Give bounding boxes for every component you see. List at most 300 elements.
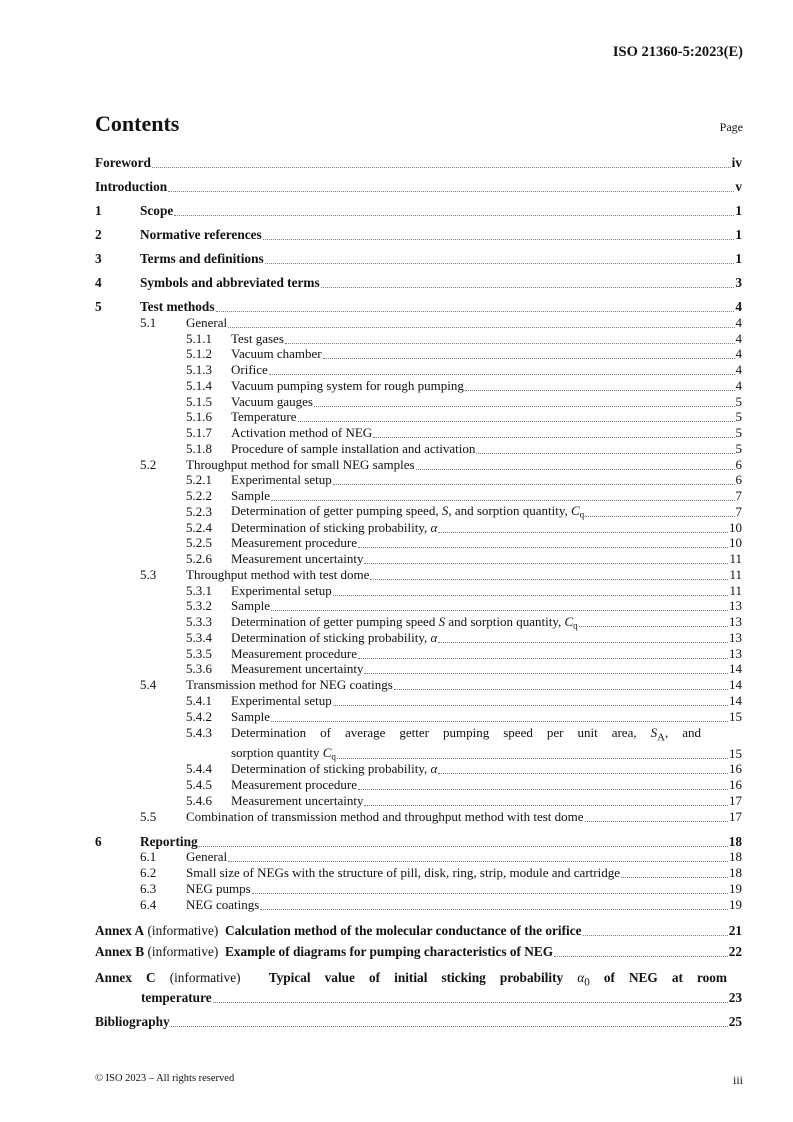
title-text: Determination of sticking probability, [231, 519, 431, 535]
toc-page-number: 4 [735, 346, 742, 362]
section-number: 5.2.4 [186, 519, 212, 535]
toc-page-number: 11 [729, 582, 742, 598]
toc-page-number: 10 [729, 519, 742, 535]
toc-entry-title [231, 425, 372, 441]
title-text: General [186, 314, 228, 330]
section-number: 6.1 [140, 849, 157, 865]
annex-title-line [95, 990, 742, 1006]
toc-entry[interactable] [95, 457, 742, 473]
section-number: 5.1.4 [186, 377, 212, 393]
toc-entry-title [186, 897, 259, 913]
toc-page-number: 7 [735, 488, 742, 503]
toc-entry[interactable] [95, 425, 742, 441]
dot-leader [358, 658, 728, 659]
toc-page-number: 4 [735, 362, 742, 377]
title-text: Measurement uncertainty [231, 661, 364, 677]
toc-page-number: 13 [729, 598, 742, 614]
title-text: , and [664, 724, 701, 740]
toc-entry-annex[interactable] [95, 970, 742, 1007]
section-number: 6 [95, 833, 102, 849]
toc-page-number: 14 [729, 661, 742, 677]
title-text: Test gases [231, 330, 284, 346]
section-number: 5.3.1 [186, 582, 212, 598]
toc-entry-title [231, 598, 270, 614]
dot-leader [579, 626, 728, 627]
title-text: Foreword [95, 155, 151, 170]
toc-entry[interactable] [95, 599, 742, 615]
toc-page-number: 15 [729, 745, 742, 761]
toc-page-number: 1 [735, 251, 742, 266]
toc-entry[interactable] [95, 362, 742, 378]
toc-entry-title [231, 777, 357, 793]
toc-entry-title [186, 865, 620, 881]
annex-label: Annex A [95, 922, 145, 938]
toc-page-number: 14 [729, 692, 742, 708]
section-number: 5.2.1 [186, 472, 212, 488]
toc-entry[interactable] [95, 299, 742, 315]
toc-page-number: 5 [735, 425, 742, 440]
toc-page-number: 13 [729, 645, 742, 661]
toc-page-number: 11 [729, 551, 742, 566]
toc-page-number: 5 [735, 393, 742, 409]
toc-entry-title [95, 1014, 170, 1030]
title-text: Experimental setup [231, 692, 332, 708]
toc-entry-title [231, 709, 270, 725]
section-number: 5.4.6 [186, 792, 212, 808]
title-text: Reporting [140, 833, 198, 849]
math-symbol: C [571, 503, 580, 519]
title-text: NEG pumps [186, 880, 251, 896]
title-text: Throughput method for small NEG samples [186, 456, 415, 472]
toc-page-number: 17 [729, 808, 742, 824]
math-symbol: S [650, 724, 658, 740]
title-text: Sample [231, 488, 270, 503]
toc-entry-title [141, 990, 212, 1006]
math-symbol: C [322, 745, 332, 761]
toc-entry-title [231, 362, 268, 378]
dot-leader [213, 1002, 728, 1003]
title-text: Symbols and abbreviated terms [140, 275, 320, 290]
title-text: Typical value of initial sticking probability [268, 969, 578, 985]
math-symbol: S [441, 503, 449, 519]
section-number: 5.1.2 [186, 346, 212, 362]
toc-page-number: 4 [735, 330, 742, 346]
title-text: Activation method of NEG [231, 425, 373, 440]
section-number: 5.2.6 [186, 551, 212, 566]
title-text: Measurement uncertainty [231, 551, 364, 566]
dot-leader [364, 563, 728, 564]
toc-page-number: 5 [735, 440, 742, 456]
toc-entry[interactable] [95, 793, 742, 809]
section-number: 2 [95, 227, 102, 242]
toc-page-number: 7 [735, 503, 742, 519]
toc-entry-title [186, 567, 369, 583]
title-text: Measurement uncertainty [231, 792, 364, 808]
toc-page-number: 13 [729, 614, 742, 629]
title-text: Measurement procedure [231, 777, 357, 793]
toc-page-number: 18 [728, 833, 742, 849]
toc-entry-title [140, 834, 198, 850]
toc-entry[interactable] [95, 251, 742, 267]
dot-leader [585, 516, 734, 517]
section-number: 5.3.4 [186, 629, 212, 645]
toc-entry-title [140, 203, 173, 219]
dot-leader [364, 673, 728, 674]
dot-leader [358, 789, 728, 790]
toc-entry-title [95, 155, 151, 171]
math-symbol: α [577, 969, 585, 985]
toc-page-number: 15 [729, 708, 742, 724]
toc-page-number: 23 [728, 990, 742, 1006]
title-text: Combination of transmission method and throughput method with test dome [186, 808, 584, 824]
subscript: q [573, 620, 578, 630]
toc-page-number: v [735, 179, 742, 194]
toc-entry-annex[interactable] [95, 944, 742, 960]
dot-leader [358, 547, 728, 548]
annex-title-line [95, 970, 727, 991]
toc-entry-title [231, 630, 437, 646]
section-number: 3 [95, 251, 102, 266]
title-text: Test methods [140, 299, 215, 314]
page-footer [95, 1073, 743, 1088]
title-text: sorption quantity [231, 745, 323, 761]
toc-entry-title [231, 503, 584, 519]
section-number: 5.3 [140, 566, 157, 582]
section-number: 6.3 [140, 880, 157, 896]
toc-entry-title [231, 614, 578, 630]
toc-entry-title [231, 409, 297, 425]
toc-entry[interactable] [95, 488, 742, 504]
section-number: 5.1.3 [186, 362, 212, 377]
toc-entry-title [231, 331, 284, 347]
title-text: of NEG at room [589, 969, 728, 985]
dot-leader [271, 610, 728, 611]
dot-leader [394, 689, 728, 690]
section-number: 5.3.6 [186, 661, 212, 677]
dot-leader [333, 595, 729, 596]
dot-leader [583, 935, 728, 936]
toc-entry[interactable] [95, 203, 742, 219]
title-text: Terms and definitions [140, 251, 264, 266]
title-text: Procedure of sample installation and activation [231, 440, 476, 456]
toc-entry-annex[interactable] [95, 923, 742, 939]
toc-entry[interactable] [95, 583, 742, 599]
dot-leader [171, 1026, 728, 1027]
title-text: Determination of getter pumping speed [231, 613, 439, 629]
section-number: 5.4 [140, 677, 157, 692]
dot-leader [228, 327, 734, 328]
toc-entry[interactable] [95, 677, 742, 693]
dot-leader [621, 877, 728, 878]
math-symbol: C [564, 613, 574, 629]
dot-leader [333, 484, 735, 485]
toc-entry[interactable] [95, 155, 742, 171]
title-text: Temperature [231, 409, 297, 425]
subscript: q [331, 751, 336, 762]
page-number: iii [732, 1073, 743, 1087]
subscript: 0 [584, 976, 590, 989]
copyright-notice: © ISO 2023 – All rights reserved [95, 1073, 235, 1084]
dot-leader [554, 956, 728, 957]
title-text: Vacuum pumping system for rough pumping [231, 377, 464, 393]
toc-page-number: 17 [729, 792, 742, 808]
toc-entry-title [231, 488, 270, 504]
math-symbol: α [430, 761, 438, 777]
toc-entry-title [231, 761, 437, 777]
toc-entry-title [231, 441, 475, 457]
toc-entry[interactable] [95, 520, 742, 536]
section-number: 5.3.2 [186, 598, 212, 614]
toc-entry[interactable] [95, 614, 742, 630]
toc-entry[interactable] [95, 227, 742, 243]
toc-page-number: 10 [729, 535, 742, 551]
toc-page-number: 22 [728, 943, 742, 959]
table-of-contents [95, 155, 742, 1030]
toc-entry-title [231, 346, 322, 362]
dot-leader [174, 215, 734, 216]
toc-page-number: 18 [729, 865, 742, 881]
toc-page-number: 18 [729, 849, 742, 865]
title-text: Measurement procedure [231, 535, 357, 551]
informative-label: (informative) [144, 922, 225, 938]
section-number: 5.2 [140, 456, 157, 472]
title-text: Vacuum chamber [231, 346, 322, 362]
dot-leader [438, 773, 728, 774]
section-number: 6.2 [140, 865, 157, 881]
dot-leader [416, 469, 735, 470]
dot-leader [152, 167, 731, 168]
title-text: temperature [141, 990, 212, 1006]
section-number: 5.4.5 [186, 777, 212, 793]
title-text: Introduction [95, 179, 168, 194]
title-text: NEG coatings [186, 896, 260, 912]
toc-entry[interactable] [95, 1014, 742, 1030]
dot-leader [298, 421, 735, 422]
toc-entry-title [231, 745, 336, 761]
math-symbol: S [438, 613, 446, 629]
toc-entry[interactable] [95, 315, 742, 331]
document-id-header: ISO 21360-5:2023(E) [612, 44, 743, 60]
title-text: Throughput method with test dome [186, 566, 370, 582]
dot-leader [216, 311, 735, 312]
dot-leader [438, 642, 728, 643]
section-number: 5 [95, 299, 102, 314]
title-text: Small size of NEGs with the structure of pill, disk, ring, strip, module and cartridge [186, 865, 620, 881]
dot-leader [285, 343, 735, 344]
toc-entry[interactable] [95, 709, 742, 725]
toc-entry-title [231, 520, 437, 536]
section-number: 5.1.5 [186, 393, 212, 409]
toc-entry-title [186, 809, 584, 825]
toc-entry-title [186, 677, 393, 693]
toc-entry[interactable] [95, 834, 742, 850]
toc-entry[interactable] [95, 646, 742, 662]
section-number: 5.1.7 [186, 425, 212, 440]
dot-leader [370, 579, 728, 580]
section-number: 5.1.1 [186, 330, 212, 346]
toc-entry-title [231, 583, 332, 599]
dot-leader [373, 437, 734, 438]
toc-entry-title [231, 693, 332, 709]
toc-entry[interactable] [95, 567, 742, 583]
toc-page-number: 4 [735, 377, 742, 393]
toc-page-number: 11 [729, 566, 742, 582]
dot-leader [260, 909, 728, 910]
toc-entry[interactable] [95, 275, 742, 291]
dot-leader [168, 191, 734, 192]
section-number: 6.4 [140, 896, 157, 912]
toc-entry[interactable] [95, 777, 742, 793]
toc-entry[interactable] [95, 881, 742, 897]
toc-entry[interactable] [95, 473, 742, 489]
toc-entry-title [140, 251, 264, 267]
toc-entry[interactable] [95, 897, 742, 913]
toc-entry[interactable] [95, 662, 742, 678]
toc-entry-title [231, 793, 363, 809]
toc-page-number: 21 [728, 922, 742, 938]
math-symbol: α [430, 629, 438, 645]
section-number: 5.1.8 [186, 440, 212, 456]
toc-entry[interactable] [95, 378, 742, 394]
toc-entry[interactable] [95, 850, 742, 866]
dot-leader [263, 239, 735, 240]
toc-entry-title [231, 378, 464, 394]
toc-page-number: 13 [729, 629, 742, 645]
toc-entry-title [231, 661, 363, 677]
toc-entry-title [95, 923, 582, 939]
toc-entry[interactable] [95, 410, 742, 426]
subscript: A [657, 731, 665, 744]
subscript: q [579, 509, 585, 520]
toc-entry[interactable] [95, 394, 742, 410]
title-text: , and sorption quantity, [448, 503, 571, 519]
toc-entry[interactable] [95, 536, 742, 552]
dot-leader [337, 758, 728, 759]
section-number: 5.4.1 [186, 692, 212, 708]
title-text: Determination of sticking probability, [231, 629, 431, 645]
section-number: 5.2.5 [186, 535, 212, 551]
toc-entry-title [95, 944, 553, 960]
section-number: 1 [95, 203, 102, 218]
toc-entry[interactable] [95, 762, 742, 778]
toc-entry-title [140, 299, 215, 315]
toc-entry[interactable] [95, 693, 742, 709]
annex-label: Annex B [95, 943, 145, 959]
toc-entry[interactable] [95, 551, 742, 567]
toc-page-number: 19 [729, 896, 742, 912]
title-text: Calculation method of the molecular conductance of the orifice [225, 922, 582, 938]
title-text: Orifice [231, 362, 268, 377]
title-text: Measurement procedure [231, 645, 357, 661]
dot-leader [199, 846, 728, 847]
page-column-label: Page [719, 120, 743, 134]
toc-entry-line [95, 725, 742, 746]
dot-leader [252, 893, 728, 894]
section-number: 5.4.2 [186, 708, 212, 724]
toc-entry[interactable] [95, 809, 742, 825]
section-number: 5.4.3 [186, 724, 212, 740]
toc-entry[interactable] [95, 179, 742, 195]
toc-entry-title [95, 179, 167, 195]
toc-entry-title [140, 275, 320, 291]
title-text: Bibliography [95, 1014, 170, 1030]
toc-page-number: 6 [735, 456, 742, 472]
dot-leader [323, 358, 735, 359]
title-text: Vacuum gauges [231, 393, 313, 409]
dot-leader [228, 861, 728, 862]
toc-page-number: 1 [735, 227, 742, 242]
dot-leader [265, 263, 735, 264]
toc-entry[interactable] [95, 630, 742, 646]
dot-leader [271, 500, 735, 501]
title-text: Scope [140, 203, 174, 218]
toc-entry-title [186, 457, 415, 473]
annex-label: Annex C [95, 969, 156, 985]
toc-entry-title [186, 849, 227, 865]
title-text: Experimental setup [231, 582, 332, 598]
dot-leader [271, 721, 728, 722]
toc-entry-title [140, 227, 262, 243]
dot-leader [438, 532, 728, 533]
toc-page-number: 4 [735, 299, 742, 314]
title-text: Sample [231, 708, 270, 724]
toc-entry-title [231, 646, 357, 662]
toc-page-number: 6 [735, 472, 742, 488]
dot-leader [314, 406, 735, 407]
toc-entry[interactable] [95, 347, 742, 363]
section-number: 5.2.2 [186, 488, 212, 503]
toc-entry-title [231, 535, 357, 551]
title-text: Example of diagrams for pumping characteristics of NEG [225, 943, 554, 959]
toc-page-number: iv [731, 155, 742, 170]
toc-entry-title [186, 315, 227, 331]
section-number: 5.1 [140, 314, 157, 330]
section-number: 5.3.5 [186, 645, 212, 661]
toc-page-number: 5 [735, 409, 742, 425]
title-text: Sample [231, 598, 270, 614]
toc-page-number: 14 [729, 677, 742, 692]
toc-entry[interactable] [95, 441, 742, 457]
informative-label: (informative) [144, 943, 225, 959]
toc-page-number: 16 [729, 761, 742, 777]
title-text: Experimental setup [231, 472, 332, 488]
dot-leader [476, 453, 734, 454]
title-text: Determination of average getter pumping speed per unit area, [231, 724, 651, 740]
informative-label: (informative) [155, 969, 269, 985]
section-number: 5.1.6 [186, 409, 212, 425]
section-number: 5.5 [140, 808, 157, 824]
toc-entry-title [231, 551, 363, 567]
toc-page-number: 19 [729, 880, 742, 896]
section-number: 4 [95, 275, 102, 290]
dot-leader [321, 287, 735, 288]
dot-leader [465, 390, 735, 391]
toc-page-number: 3 [735, 275, 742, 290]
dot-leader [269, 374, 735, 375]
toc-page-number: 16 [729, 777, 742, 793]
math-symbol: α [430, 519, 438, 535]
toc-entry[interactable] [95, 865, 742, 881]
toc-entry[interactable] [95, 725, 742, 762]
title-text: General [186, 849, 228, 865]
toc-entry[interactable] [95, 331, 742, 347]
toc-entry-title [231, 725, 701, 746]
toc-page-number: 1 [735, 203, 742, 218]
toc-entry-title [186, 881, 251, 897]
title-text: Determination of getter pumping speed, [231, 503, 442, 519]
title-text: Normative references [140, 227, 262, 242]
toc-entry[interactable] [95, 504, 742, 520]
